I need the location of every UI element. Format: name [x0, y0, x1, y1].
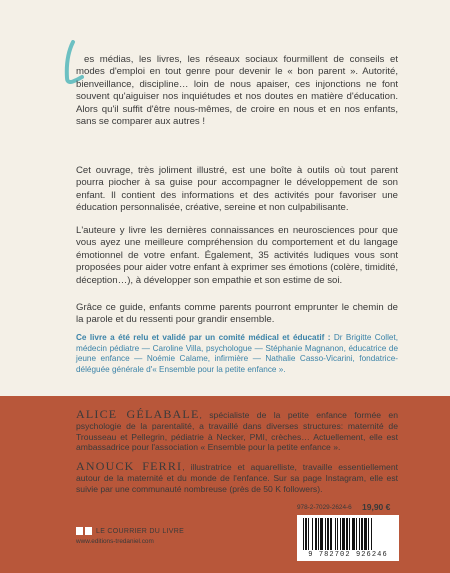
publisher-block [76, 527, 216, 545]
publisher-name: LE COURRIER DU LIVRE [96, 527, 185, 535]
author-bio-alice [76, 409, 398, 453]
review-committee-members: Dr Brigitte Collet, médecin pédiatre — Caroline Villa, psychologue — Stéphanie Magnanon, éducatrice de jeune enfance — Noémie Calame, infirmière — Nathalie Casso-Vicarini, fondatrice-déléguée générale d'« Ensemble pour la petite enfance ». [76, 333, 399, 374]
neuroscience-paragraph: L'auteure y livre les dernières connaissances en neurosciences pour que vous ayez une meilleure compréhension du comportement et du langage émotionnel de votre enfant. Également, 35 activités ludiques vous sont proposées pour aider votre enfant à exprimer ses émotions (colère, timidité, déception…), à développer son empathie et son estime de soi. [76, 225, 398, 286]
publisher-book-icon [76, 527, 92, 535]
author-bio-text: , illustratrice et aquarelliste, travaille essentiellement autour de la maternité et du monde de l'enfance. Sur sa page Instagram, elle est suivie par une communauté nombreuse (près de 50 K followers). [76, 462, 398, 494]
barcode-bars [303, 518, 393, 550]
publisher-url: www.editions-tredaniel.com [76, 538, 154, 545]
publisher-logo [76, 527, 216, 535]
review-committee-note [76, 333, 398, 375]
author-bio-text: , spécialiste de la petite enfance formée en psychologie de la parentalité, a travaillé dans diverses structures: maternité de Trousseau et Pellegrin, pédiatrie à Necker, PMI, crèches… Actuellement, elle est ambassadrice pour l'association « Ensemble pour la petite enfance ». [76, 410, 398, 453]
author-name: ALICE GÉLABALE [76, 407, 200, 421]
intro-paragraph: es médias, les livres, les réseaux sociaux fourmillent de conseils et modes d'emploi en tout genre pour devenir le « bon parent ». Autorité, bienveillance, discipline… loin de nous apaiser, ces injonctions ne font souvent qu'aiguiser nos inquiétudes et nos doutes en matière d'éducation. Alors qu'il suffit d'être nous-mêmes, de croire en nous et en nos enfants, sans se comparer aux autres ! [76, 54, 398, 128]
author-name: ANOUCK FERRI [76, 459, 183, 473]
author-bio-anouck [76, 461, 398, 494]
barcode-digits: 9 782702 926246 [308, 551, 388, 559]
isbn-number: 978-2-7029-2624-6 [297, 504, 352, 511]
review-committee-lead: Ce livre a été relu et validé par un comité médical et éducatif : [76, 333, 331, 342]
description-paragraph: Cet ouvrage, très joliment illustré, est une boîte à outils où tout parent pourra piocher à sa guise pour accompagner le développement de son enfant. Il contient des informations et des activités pour favoriser une éducation personnalisée, créative, sereine et non culpabilisante. [76, 165, 398, 214]
closing-paragraph: Grâce ce guide, enfants comme parents pourront emprunter le chemin de la parole et du ressenti pour grandir ensemble. [76, 302, 398, 326]
barcode [297, 515, 399, 561]
price-label: 19,90 € [362, 502, 391, 512]
